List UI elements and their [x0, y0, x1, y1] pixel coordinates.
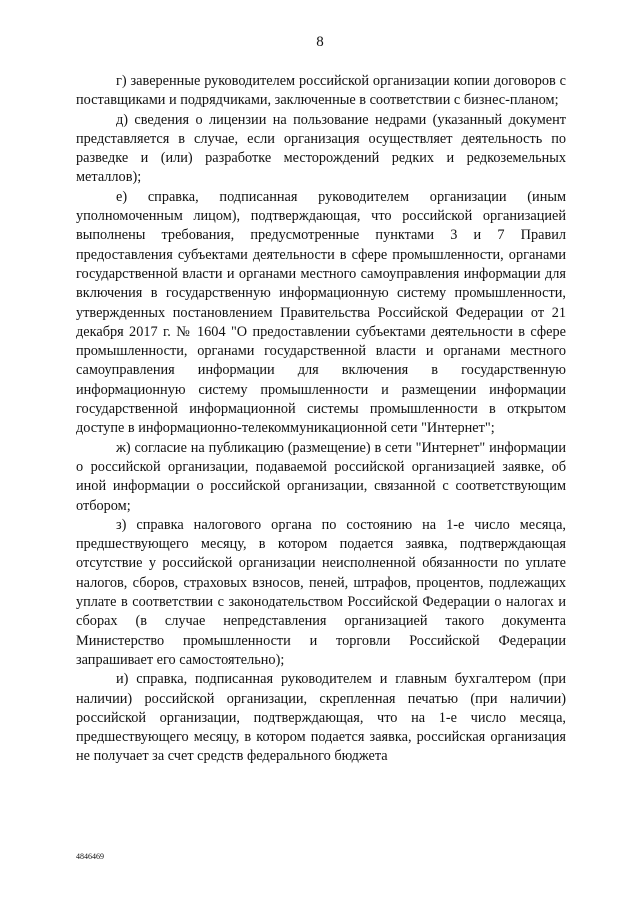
- paragraph-e: е) справка, подписанная руководителем организации (иным уполномоченным лицом), подтверждающая, что российской организацией выполнены требования, предусмотренные пунктами 3 и 7 Правил предоставления субъектами деятельности в сфере промышленности, органами государственной власти и органами местного самоуправления информации для включения в государственную информационную систему промышленности, утвержденных постановлением Правительства Российской Федерации от 21 декабря 2017 г. № 1604 "О предоставлении субъектами деятельности в сфере промышленности, органами государственной власти и органами местного самоуправления информации для включения в государственную информационную систему промышленности и размещении информации государственной информационной системы промышленности в открытом доступе в информационно-телекоммуникационной сети "Интернет";: [76, 188, 566, 437]
- paragraph-d: д) сведения о лицензии на пользование недрами (указанный документ представляется в случае, если организация осуществляет деятельность по разведке и (или) разработке месторождений редких и редкоземельных металлов);: [76, 111, 566, 186]
- page-number: 8: [316, 34, 324, 50]
- document-body: [76, 72, 566, 767]
- paragraph-zh: ж) согласие на публикацию (размещение) в сети "Интернет" информации о российской организации, подаваемой российской организацией заявке, об иной информации о российской организации, связанной с соответствующим отбором;: [76, 439, 566, 514]
- paragraph-z: з) справка налогового органа по состоянию на 1-е число месяца, предшествующего месяцу, в котором подается заявка, подтверждающая отсутствие у российской организации неисполненной обязанности по уплате налогов, сборов, страховых взносов, пеней, штрафов, процентов, подлежащих уплате в соответствии с законодательством Российской Федерации о налогах и сборах (в случае непредставления организацией такого документа Министерство промышленности и торговли Российской Федерации запрашивает его самостоятельно);: [76, 516, 566, 668]
- paragraph-g: г) заверенные руководителем российской организации копии договоров с поставщиками и подрядчиками, заключенные в соответствии с бизнес-планом;: [76, 73, 566, 109]
- document-id: 4846469: [76, 852, 104, 861]
- paragraph-i: и) справка, подписанная руководителем и главным бухгалтером (при наличии) российской организации, скрепленная печатью (при наличии) российской организации, подтверждающая, что на 1-е число месяца, предшествующего месяцу, в котором подается заявка, российская организация не получает за счет средств федерального бюджета: [76, 671, 566, 765]
